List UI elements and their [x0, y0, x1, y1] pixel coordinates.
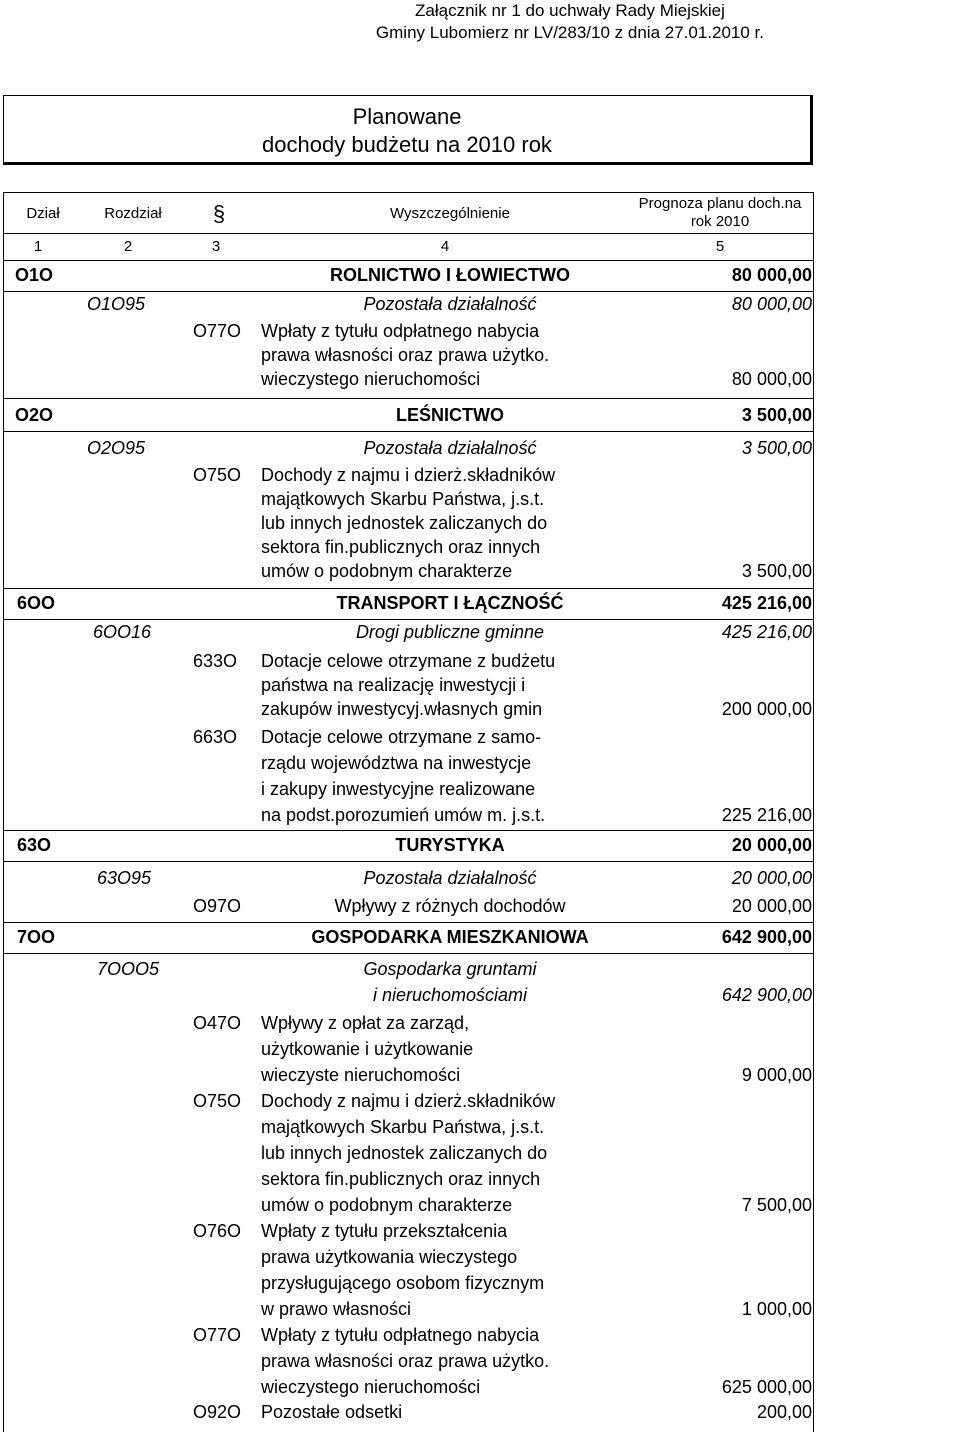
paragraph-code: O77O — [193, 321, 242, 341]
paragraph-desc-2: użytkowanie i użytkowanie — [261, 1039, 474, 1059]
chapter-code: O2O95 — [87, 438, 146, 458]
paragraph-desc-3: lub innych jednostek zaliczanych do — [261, 513, 548, 533]
chapter-row-63095 — [3, 862, 814, 892]
section-code: 63O — [17, 835, 52, 855]
paragraph-code: O47O — [193, 1013, 242, 1033]
chapter-row-02095 — [3, 432, 814, 458]
paragraph-value: 200,00 — [756, 1402, 812, 1422]
paragraph-row-6330 — [3, 646, 814, 724]
paragraph-desc-3: przysługującego osobom fizycznym — [261, 1273, 545, 1293]
col-header-paragraph: § — [212, 201, 226, 226]
paragraph-code: O77O — [193, 1325, 242, 1345]
section-name: LEŚNICTWO — [396, 405, 504, 425]
paragraph-row-0750 — [3, 458, 814, 589]
chapter-name: Pozostała działalność — [363, 868, 537, 888]
chapter-name-1: Gospodarka gruntami — [363, 959, 537, 979]
paragraph-desc-2: majątkowych Skarbu Państwa, j.s.t. — [261, 1117, 545, 1137]
paragraph-desc-3: wieczystego nieruchomości — [261, 1377, 481, 1397]
col-header-description: Wyszczególnienie — [390, 205, 510, 222]
chapter-name: Drogi publiczne gminne — [355, 622, 545, 642]
chapter-row-01095 — [3, 292, 814, 318]
paragraph-row-0470 — [3, 1010, 814, 1088]
paragraph-value: 225 216,00 — [721, 805, 812, 825]
section-row-700 — [3, 923, 814, 954]
paragraph-desc-1: Wpływy z opłat za zarząd, — [261, 1013, 470, 1033]
section-name: TURYSTYKA — [395, 835, 505, 855]
paragraph-desc-4: na podst.porozumień umów m. j.s.t. — [261, 805, 546, 825]
section-row-600 — [3, 589, 814, 620]
paragraph-desc-3: i zakupy inwestycyjne realizowane — [261, 779, 536, 799]
chapter-row-70005 — [3, 954, 814, 1010]
paragraph-desc-2: majątkowych Skarbu Państwa, j.s.t. — [261, 489, 545, 509]
paragraph-desc-2: państwa na realizację inwestycji i — [261, 675, 526, 695]
chapter-value: 20 000,00 — [731, 868, 812, 888]
paragraph-desc-1: Dochody z najmu i dzierż.składników — [261, 465, 556, 485]
paragraph-row-6630 — [3, 724, 814, 831]
section-name: GOSPODARKA MIESZKANIOWA — [311, 927, 589, 947]
paragraph-desc-1: Dotacje celowe otrzymane z budżetu — [261, 651, 556, 671]
paragraph-code: 663O — [193, 727, 238, 747]
section-value: 3 500,00 — [741, 405, 812, 425]
section-value: 425 216,00 — [721, 593, 812, 613]
document-title — [3, 95, 813, 165]
paragraph-desc-3: wieczystego nieruchomości — [261, 369, 481, 389]
paragraph-desc-4: sektora fin.publicznych oraz innych — [261, 537, 541, 557]
paragraph-desc-1: Wpłaty z tytułu przekształcenia — [261, 1221, 508, 1241]
attachment-line-1: Załącznik nr 1 do uchwały Rady Miejskiej — [415, 1, 725, 20]
chapter-name: Pozostała działalność — [363, 438, 537, 458]
section-code: O2O — [15, 405, 54, 425]
section-code: 7OO — [17, 927, 56, 947]
col-header-value-line1: Prognoza planu doch.na — [638, 195, 802, 212]
paragraph-row-0970 — [3, 892, 814, 923]
paragraph-code: O76O — [193, 1221, 242, 1241]
chapter-value: 642 900,00 — [721, 985, 812, 1005]
paragraph-desc-2: rządu województwa na inwestycje — [261, 753, 532, 773]
attachment-header — [376, 0, 764, 44]
section-row-630 — [3, 831, 814, 862]
section-code: O1O — [15, 265, 54, 285]
paragraph-value: 80 000,00 — [731, 369, 812, 389]
col-header-value — [627, 195, 813, 231]
paragraph-desc-2: prawa użytkowania wieczystego — [261, 1247, 518, 1267]
section-value: 80 000,00 — [731, 265, 812, 285]
paragraph-value: 3 500,00 — [741, 561, 812, 581]
paragraph-desc-4: w prawo własności — [261, 1299, 412, 1319]
paragraph-desc-5: umów o podobnym charakterze — [261, 1195, 513, 1215]
chapter-code: 63O95 — [97, 868, 152, 888]
paragraph-desc-3: lub innych jednostek zaliczanych do — [261, 1143, 548, 1163]
paragraph-value: 200 000,00 — [721, 699, 812, 719]
section-value: 20 000,00 — [731, 835, 812, 855]
paragraph-code: 633O — [193, 651, 238, 671]
paragraph-value: 625 000,00 — [721, 1377, 812, 1397]
paragraph-row-0760 — [3, 1218, 814, 1322]
col-num-3: 3 — [211, 238, 221, 255]
chapter-code: O1O95 — [87, 294, 146, 314]
paragraph-desc-1: Wpłaty z tytułu odpłatnego nabycia — [261, 1325, 540, 1345]
paragraph-desc-1: Pozostałe odsetki — [261, 1402, 403, 1422]
paragraph-desc-4: sektora fin.publicznych oraz innych — [261, 1169, 541, 1189]
paragraph-desc-1: Wpłaty z tytułu odpłatnego nabycia — [261, 321, 540, 341]
table-header-row — [3, 193, 814, 234]
chapter-value: 3 500,00 — [741, 438, 812, 458]
section-row-010 — [3, 261, 814, 292]
paragraph-desc-1: Wpływy z różnych dochodów — [334, 896, 566, 916]
paragraph-value: 20 000,00 — [731, 896, 812, 916]
paragraph-desc-2: prawa własności oraz prawa użytko. — [261, 345, 550, 365]
paragraph-desc-1: Dochody z najmu i dzierż.składników — [261, 1091, 556, 1111]
paragraph-row-0920 — [3, 1400, 814, 1428]
paragraph-row-0770 — [3, 318, 814, 399]
paragraph-code: O75O — [193, 1091, 242, 1111]
chapter-name-2: i nieruchomościami — [372, 985, 528, 1005]
col-num-5: 5 — [715, 238, 725, 255]
paragraph-desc-5: umów o podobnym charakterze — [261, 561, 513, 581]
section-name: ROLNICTWO I ŁOWIECTWO — [330, 265, 570, 285]
paragraph-desc-3: zakupów inwestycyj.własnych gmin — [261, 699, 543, 719]
paragraph-row-0770-700 — [3, 1322, 814, 1400]
col-header-dzial: Dział — [26, 205, 60, 222]
col-num-4: 4 — [440, 238, 450, 255]
column-number-row — [3, 234, 814, 261]
chapter-name: Pozostała działalność — [363, 294, 537, 314]
paragraph-value: 7 500,00 — [741, 1195, 812, 1215]
title-line-1: Planowane — [352, 104, 462, 129]
col-num-1: 1 — [33, 238, 43, 255]
paragraph-desc-2: prawa własności oraz prawa użytko. — [261, 1351, 550, 1371]
col-header-value-line2: rok 2010 — [690, 213, 750, 230]
section-row-020 — [3, 399, 814, 432]
paragraph-row-0750-700 — [3, 1088, 814, 1218]
section-code: 6OO — [17, 593, 56, 613]
section-name: TRANSPORT I ŁĄCZNOŚĆ — [336, 593, 564, 613]
chapter-code: 6OO16 — [93, 622, 152, 642]
chapter-value: 80 000,00 — [731, 294, 812, 314]
paragraph-desc-3: wieczyste nieruchomości — [261, 1065, 461, 1085]
paragraph-value: 1 000,00 — [741, 1299, 812, 1319]
section-value: 642 900,00 — [721, 927, 812, 947]
paragraph-code: O75O — [193, 465, 242, 485]
paragraph-desc-1: Dotacje celowe otrzymane z samo- — [261, 727, 542, 747]
paragraph-value: 9 000,00 — [741, 1065, 812, 1085]
attachment-line-2: Gminy Lubomierz nr LV/283/10 z dnia 27.01.2010 r. — [375, 23, 764, 42]
chapter-row-60016 — [3, 620, 814, 646]
paragraph-code: O97O — [193, 896, 242, 916]
col-num-2: 2 — [123, 238, 133, 255]
title-line-2: dochody budżetu na 2010 rok — [262, 132, 552, 157]
chapter-code: 7OOO5 — [97, 959, 160, 979]
chapter-value: 425 216,00 — [721, 622, 812, 642]
paragraph-code: O92O — [193, 1402, 242, 1422]
col-header-rozdzial: Rozdział — [104, 205, 162, 222]
budget-table — [3, 192, 814, 1428]
